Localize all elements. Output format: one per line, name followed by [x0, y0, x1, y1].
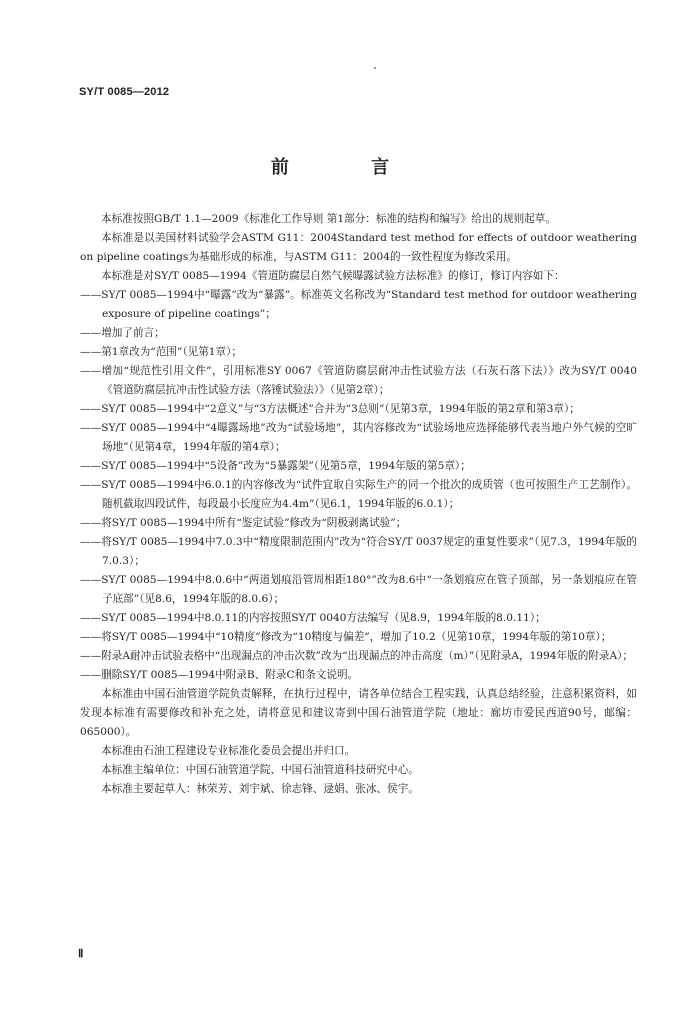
scan-speck: [374, 67, 376, 69]
paragraph: 本标准由中国石油管道学院负责解释，在执行过程中，请各单位结合工程实践，认真总结经验，注意积累资料，如发现本标准有需要修改和补充之处，请将意见和建议寄到中国石油管道学院（地址：廊坊市爱民西道90号，邮编：065000）。: [80, 688, 637, 738]
paragraph: 本标准是对SY/T 0085—1994《管道防腐层自然气候曝露试验方法标准》的修订，修订内容如下：: [101, 270, 565, 282]
document-body: [80, 210, 637, 799]
page-number: Ⅱ: [78, 948, 84, 960]
revision-item: ——附录A耐冲击试验表格中“出现漏点的冲击次数”改为“出现漏点的冲击高度（m）”（见附录A，1994年版的附录A）；: [80, 650, 634, 662]
revision-item: ——第1章改为“范围”（见第1章）；: [80, 346, 243, 358]
paragraph: 本标准是以美国材料试验学会ASTM G11：2004Standard test method for effects of outdoor weathering on pipeline coatings为基础形成的标准，与ASTM G11：2004的一致性程度为修改采用。: [80, 232, 637, 263]
revision-item: ——增加了前言；: [80, 327, 165, 339]
page-title: 前 言: [270, 157, 428, 178]
revision-item: ——SY/T 0085—1994中8.0.11的内容按照SY/T 0040方法编写（见8.9，1994年版的8.0.11）；: [80, 612, 546, 624]
revision-item: ——SY/T 0085—1994中“4曝露场地”改为“试验场地”，其内容修改为“试验场地应选择能够代表当地户外气候的空旷场地”（见第4章，1994年版的第4章）；: [80, 422, 637, 453]
paragraph: 本标准按照GB/T 1.1—2009《标准化工作导则 第1部分：标准的结构和编写》给出的规则起草。: [101, 213, 556, 225]
revision-item: ——将SY/T 0085—1994中7.0.3中“精度限制范围内”改为“符合SY/T 0037规定的重复性要求”（见7.3，1994年版的7.0.3）；: [80, 536, 637, 567]
revision-item: ——删除SY/T 0085—1994中附录B、附录C和条文说明。: [80, 669, 359, 681]
revision-item: ——SY/T 0085—1994中8.0.6中“两道划痕沿管周相距180°”改为8.6中“一条划痕应在管子顶部，另一条划痕应在管子底部”（见8.6，1994年版的8.0.6）；: [80, 574, 637, 605]
revision-item: ——SY/T 0085—1994中“2意义”与“3方法概述”合并为“3总则”（见第3章，1994年版的第2章和第3章）；: [80, 403, 580, 415]
revision-item: ——将SY/T 0085—1994中所有“鉴定试验”修改为“阴极剥离试验”；: [80, 517, 407, 529]
paragraph: 本标准主编单位：中国石油管道学院、中国石油管道科技研究中心。: [101, 764, 419, 776]
revision-item: ——SY/T 0085—1994中“曝露”改为“暴露”。标准英文名称改为“Standard test method for outdoor weathering exposure of pipeline coatings”；: [80, 289, 637, 320]
standard-code-header: SY/T 0085—2012: [79, 86, 170, 98]
revision-item: ——SY/T 0085—1994中“5设备”改为“5暴露架”（见第5章，1994年版的第5章）；: [80, 460, 471, 472]
revision-item: ——将SY/T 0085—1994中“10精度”修改为“10精度与偏差”，增加了10.2（见第10章，1994年版的第10章）；: [80, 631, 612, 643]
revision-item: ——增加“规范性引用文件”，引用标准SY 0067《管道防腐层耐冲击性试验方法（石灰石落下法）》改为SY/T 0040《管道防腐层抗冲击性试验方法（落锤试验法）》（见第2章）；: [80, 365, 637, 396]
paragraph: 本标准主要起草人：林荣芳、刘宇斌、徐志锋、逯娟、张冰、侯宇。: [101, 783, 419, 795]
paragraph: 本标准由石油工程建设专业标准化委员会提出并归口。: [101, 745, 356, 757]
revision-item: ——SY/T 0085—1994中6.0.1的内容修改为“试件宜取自实际生产的同一个批次的成质管（也可按照生产工艺制作）。随机截取四段试件，每段最小长度应为4.4m”（见6.1，1994年版的6.0.1）；: [80, 479, 637, 510]
